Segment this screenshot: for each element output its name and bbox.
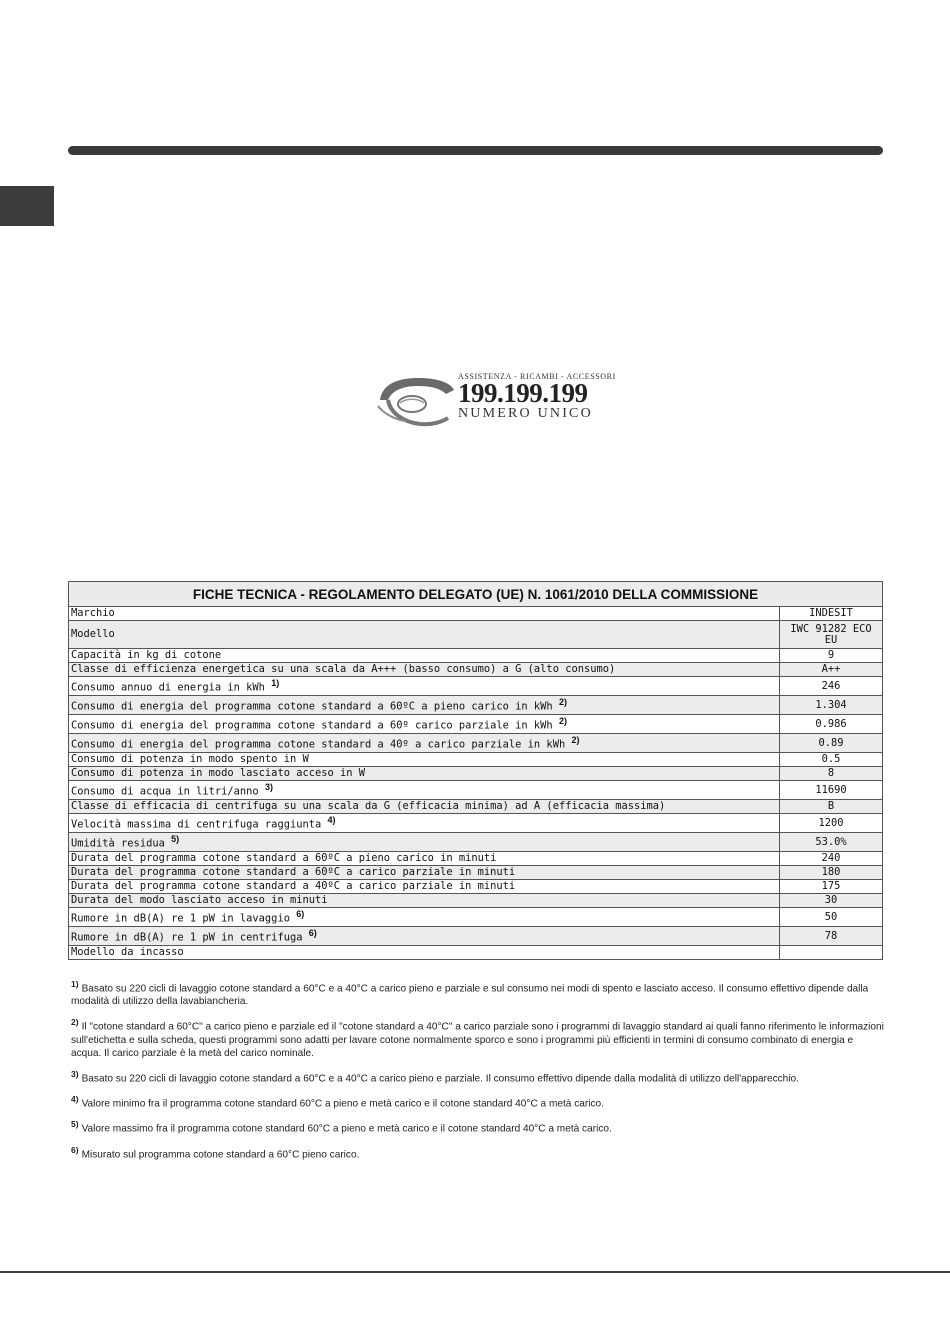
row-value: 246	[780, 677, 883, 696]
footnote	[71, 1144, 886, 1161]
table-row	[69, 814, 883, 833]
footnote-text: Valore massimo fra il programma cotone standard 60°C a pieno e metà carico e il cotone standard 40°C a metà carico.	[81, 1123, 612, 1135]
row-value: 175	[780, 880, 883, 894]
footnote-ref: 3)	[264, 782, 273, 793]
row-label: Modello da incasso	[69, 946, 780, 960]
table-row	[69, 833, 883, 852]
table-row	[69, 781, 883, 800]
row-value: 0.5	[780, 753, 883, 767]
row-label: Durata del programma cotone standard a 40ºC a carico parziale in minuti	[69, 880, 780, 894]
row-label: Durata del modo lasciato acceso in minuti	[69, 894, 780, 908]
row-label: Consumo di energia del programma cotone standard a 60º carico parziale in kWh $^{2)}$	[69, 715, 780, 734]
table-row	[69, 621, 883, 649]
row-value: A++	[780, 663, 883, 677]
footnote-text: Basato su 220 cicli di lavaggio cotone standard a 60°C e a 40°C a carico pieno e parziale e sul consumo nei modi di spento e lasciato acceso. Il consumo effettivo dipende dalla modalità di utilizzo della lavabiancheria.	[71, 983, 869, 1008]
row-value: 78	[780, 927, 883, 946]
footnote	[71, 1016, 886, 1059]
row-label: Rumore in dB(A) re 1 pW in centrifuga $^{6)}$	[69, 927, 780, 946]
row-label: Classe di efficacia di centrifuga su una scala da G (efficacia minima) ad A (efficacia massima)	[69, 800, 780, 814]
row-value: IWC 91282 ECO EU	[780, 621, 883, 649]
top-rule	[68, 146, 883, 155]
table-row	[69, 800, 883, 814]
table-row	[69, 734, 883, 753]
telephone-icon	[376, 374, 456, 430]
row-label: Durata del programma cotone standard a 60ºC a pieno carico in minuti	[69, 852, 780, 866]
footnote-ref: 6)	[296, 909, 305, 920]
footnote-text: Misurato sul programma cotone standard a 60°C pieno carico.	[81, 1149, 360, 1161]
table-row	[69, 908, 883, 927]
table-row	[69, 715, 883, 734]
row-label: Consumo di energia del programma cotone standard a 40º a carico parziale in kWh $^{2)}$	[69, 734, 780, 753]
footnote-mark: 2)	[71, 1017, 79, 1028]
footnote-text: Basato su 220 cicli di lavaggio cotone standard a 60°C e a 40°C a carico pieno e parziale. Il consumo effettivo dipende dalla modalità di utilizzo dell'apparecchio.	[81, 1073, 799, 1085]
table-row	[69, 663, 883, 677]
footnote-ref: 2)	[558, 697, 567, 708]
row-value: B	[780, 800, 883, 814]
footnote-text: Il "cotone standard a 60°C" a carico pieno e parziale ed il "cotone standard a 40°C" a carico parziale sono i programmi di lavaggio standard ai quali fanno riferimento le informazioni sull'etichetta e sulla scheda, questi programmi sono adatti per lavare cotone normalmente sporco e sono i programmi più efficienti in termini di consumo combinato di energia e acqua. Il carico parziale è la metà del carico nominale.	[71, 1021, 884, 1059]
table-row	[69, 894, 883, 908]
logo-phone-number: 199.199.199	[458, 378, 588, 408]
row-value: 50	[780, 908, 883, 927]
row-value: 1200	[780, 814, 883, 833]
logo-subtitle: NUMERO UNICO	[458, 406, 593, 421]
footnote-ref: 1)	[271, 678, 280, 689]
row-label: Velocità massima di centrifuga raggiunta $^{4)}$	[69, 814, 780, 833]
footnote-mark: 1)	[71, 979, 79, 989]
row-value: 0.986	[780, 715, 883, 734]
row-value: 11690	[780, 781, 883, 800]
assistance-logo	[376, 372, 620, 430]
footnote-mark: 3)	[71, 1068, 79, 1079]
logo-tagline: ASSISTENZA - RICAMBI - ACCESSORI	[458, 372, 616, 381]
row-value: 8	[780, 767, 883, 781]
row-label: Consumo di acqua in litri/anno $^{3)}$	[69, 781, 780, 800]
footnote	[71, 1068, 886, 1085]
table-row	[69, 852, 883, 866]
footnotes	[71, 978, 886, 1169]
table-title: FICHE TECNICA - REGOLAMENTO DELEGATO (UE) N. 1061/2010 DELLA COMMISSIONE	[69, 582, 883, 607]
footnote	[71, 978, 886, 1008]
footnote-mark: 6)	[71, 1144, 79, 1155]
section-tab	[0, 186, 54, 226]
row-value: 180	[780, 866, 883, 880]
row-value: 30	[780, 894, 883, 908]
footnote-ref: 2)	[558, 716, 567, 727]
row-label: Umidità residua $^{5)}$	[69, 833, 780, 852]
footnote-ref: 6)	[308, 928, 317, 939]
table-row	[69, 753, 883, 767]
footnote	[71, 1118, 886, 1135]
footnote-ref: 2)	[571, 735, 580, 746]
bottom-rule	[0, 1271, 950, 1273]
row-value: 9	[780, 649, 883, 663]
table-row	[69, 880, 883, 894]
footnote-text: Valore minimo fra il programma cotone standard 60°C a pieno e metà carico e il cotone standard 40°C a metà carico.	[81, 1098, 604, 1110]
row-label: Consumo annuo di energia in kWh $^{1)}$	[69, 677, 780, 696]
table-row	[69, 677, 883, 696]
table-row	[69, 927, 883, 946]
footnote-ref: 4)	[327, 815, 336, 826]
row-label: Rumore in dB(A) re 1 pW in lavaggio $^{6)}$	[69, 908, 780, 927]
row-label: Durata del programma cotone standard a 60ºC a carico parziale in minuti	[69, 866, 780, 880]
row-value: 1.304	[780, 696, 883, 715]
table-row	[69, 649, 883, 663]
row-value	[780, 946, 883, 960]
row-label: Marchio	[69, 607, 780, 621]
table-row	[69, 767, 883, 781]
row-value: 53.0%	[780, 833, 883, 852]
row-label: Consumo di potenza in modo lasciato acceso in W	[69, 767, 780, 781]
row-label: Consumo di energia del programma cotone standard a 60ºC a pieno carico in kWh $^{2)}$	[69, 696, 780, 715]
table-row	[69, 866, 883, 880]
technical-sheet-table	[68, 581, 883, 960]
footnote	[71, 1093, 886, 1110]
row-value: INDESIT	[780, 607, 883, 621]
row-label: Capacità in kg di cotone	[69, 649, 780, 663]
footnote-mark: 4)	[71, 1094, 79, 1105]
row-label: Classe di efficienza energetica su una scala da A+++ (basso consumo) a G (alto consumo)	[69, 663, 780, 677]
table-row	[69, 607, 883, 621]
row-label: Modello	[69, 621, 780, 649]
row-value: 240	[780, 852, 883, 866]
table-row	[69, 696, 883, 715]
row-value: 0.89	[780, 734, 883, 753]
footnote-mark: 5)	[71, 1119, 79, 1130]
footnote-ref: 5)	[171, 834, 180, 845]
table-row	[69, 946, 883, 960]
row-label: Consumo di potenza in modo spento in W	[69, 753, 780, 767]
